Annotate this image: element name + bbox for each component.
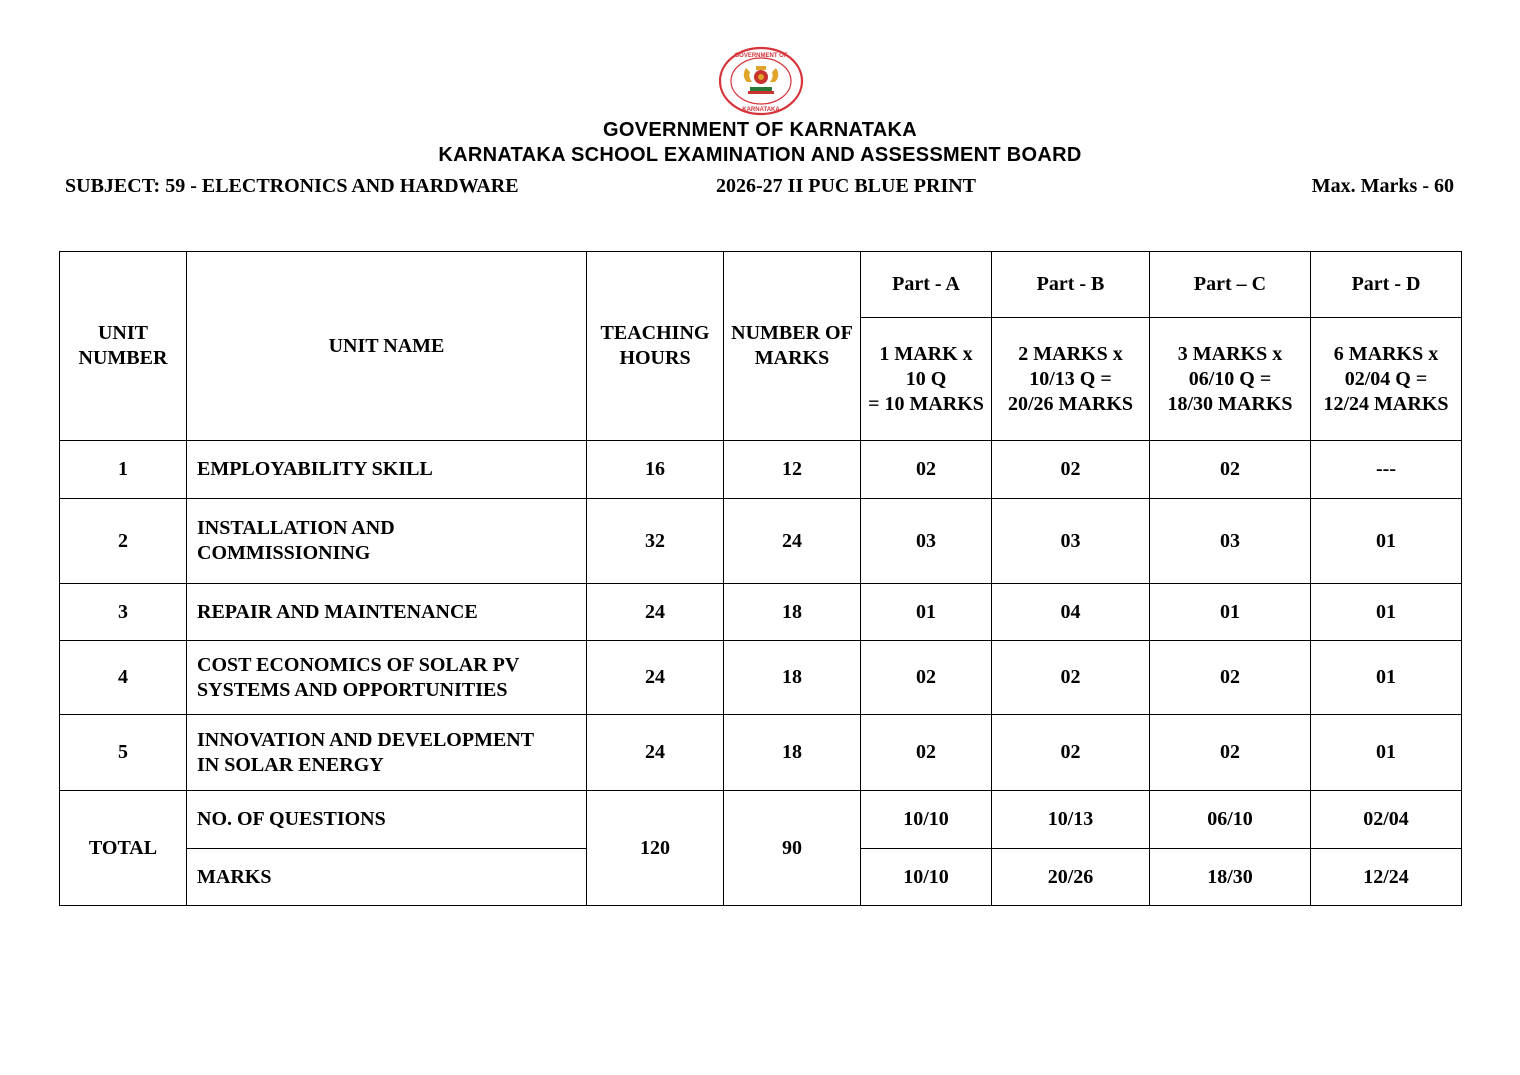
unit-name: EMPLOYABILITY SKILL [187, 441, 587, 499]
number-of-marks: 18 [724, 584, 861, 641]
part-d-count: --- [1311, 441, 1462, 499]
part-b-scheme: 2 MARKS x 10/13 Q = 20/26 MARKS [992, 318, 1150, 441]
part-d-total-questions: 02/04 [1311, 791, 1462, 849]
part-c-count: 03 [1150, 499, 1311, 584]
part-d-count: 01 [1311, 715, 1462, 791]
questions-label: NO. OF QUESTIONS [187, 791, 587, 849]
table-row [60, 715, 1462, 791]
col-header-number-of-marks: NUMBER OF MARKS [724, 252, 861, 441]
part-a-count: 02 [861, 441, 992, 499]
part-a-scheme: 1 MARK x 10 Q = 10 MARKS [861, 318, 992, 441]
part-a-count: 01 [861, 584, 992, 641]
blueprint-label: 2026-27 II PUC BLUE PRINT [716, 175, 977, 197]
table-row [60, 641, 1462, 715]
part-b-total-marks: 20/26 [992, 849, 1150, 906]
karnataka-emblem-logo [718, 46, 804, 116]
subject-label: SUBJECT: 59 - ELECTRONICS AND HARDWARE [65, 175, 519, 197]
part-a-total-marks: 10/10 [861, 849, 992, 906]
part-a-count: 03 [861, 499, 992, 584]
part-d-scheme: 6 MARKS x 02/04 Q = 12/24 MARKS [1311, 318, 1462, 441]
part-c-total-marks: 18/30 [1150, 849, 1311, 906]
max-marks-label: Max. Marks - 60 [1311, 175, 1454, 197]
part-a-count: 02 [861, 641, 992, 715]
total-label: TOTAL [60, 791, 187, 906]
unit-name: INSTALLATION AND COMMISSIONING [187, 499, 587, 584]
total-questions-row [60, 791, 1462, 849]
part-c-count: 02 [1150, 441, 1311, 499]
part-c-total-questions: 06/10 [1150, 791, 1311, 849]
part-d-count: 01 [1311, 584, 1462, 641]
part-b-total-questions: 10/13 [992, 791, 1150, 849]
part-a-header: Part - A [861, 252, 992, 318]
unit-name: COST ECONOMICS OF SOLAR PV SYSTEMS AND OPPORTUNITIES [187, 641, 587, 715]
part-c-count: 01 [1150, 584, 1311, 641]
unit-number: 2 [60, 499, 187, 584]
unit-number: 1 [60, 441, 187, 499]
col-header-teaching-hours: TEACHING HOURS [587, 252, 724, 441]
total-teaching-hours: 120 [587, 791, 724, 906]
part-d-count: 01 [1311, 641, 1462, 715]
header-row [60, 252, 1462, 318]
col-header-unit-number: UNIT NUMBER [60, 252, 187, 441]
blueprint-table [59, 251, 1462, 906]
svg-text:KARNATAKA: KARNATAKA [742, 107, 780, 113]
table-row [60, 441, 1462, 499]
part-a-count: 02 [861, 715, 992, 791]
teaching-hours: 16 [587, 441, 724, 499]
table-row [60, 499, 1462, 584]
part-d-header: Part - D [1311, 252, 1462, 318]
teaching-hours: 32 [587, 499, 724, 584]
number-of-marks: 18 [724, 641, 861, 715]
part-c-count: 02 [1150, 641, 1311, 715]
table-row [60, 584, 1462, 641]
col-header-unit-name: UNIT NAME [187, 252, 587, 441]
part-d-count: 01 [1311, 499, 1462, 584]
marks-label: MARKS [187, 849, 587, 906]
part-a-total-questions: 10/10 [861, 791, 992, 849]
total-number-of-marks: 90 [724, 791, 861, 906]
board-title: KARNATAKA SCHOOL EXAMINATION AND ASSESSMENT BOARD [438, 144, 1082, 166]
svg-text:GOVERNMENT OF: GOVERNMENT OF [734, 53, 788, 59]
part-b-count: 04 [992, 584, 1150, 641]
part-b-count: 02 [992, 715, 1150, 791]
number-of-marks: 18 [724, 715, 861, 791]
part-c-scheme: 3 MARKS x 06/10 Q = 18/30 MARKS [1150, 318, 1311, 441]
unit-number: 3 [60, 584, 187, 641]
part-b-header: Part - B [992, 252, 1150, 318]
number-of-marks: 12 [724, 441, 861, 499]
part-b-count: 02 [992, 641, 1150, 715]
number-of-marks: 24 [724, 499, 861, 584]
teaching-hours: 24 [587, 641, 724, 715]
teaching-hours: 24 [587, 584, 724, 641]
part-c-count: 02 [1150, 715, 1311, 791]
unit-name: REPAIR AND MAINTENANCE [187, 584, 587, 641]
part-b-count: 03 [992, 499, 1150, 584]
government-title: GOVERNMENT OF KARNATAKA [603, 119, 917, 141]
unit-name: INNOVATION AND DEVELOPMENT IN SOLAR ENERGY [187, 715, 587, 791]
part-b-count: 02 [992, 441, 1150, 499]
part-d-total-marks: 12/24 [1311, 849, 1462, 906]
unit-number: 5 [60, 715, 187, 791]
teaching-hours: 24 [587, 715, 724, 791]
part-c-header: Part – C [1150, 252, 1311, 318]
unit-number: 4 [60, 641, 187, 715]
